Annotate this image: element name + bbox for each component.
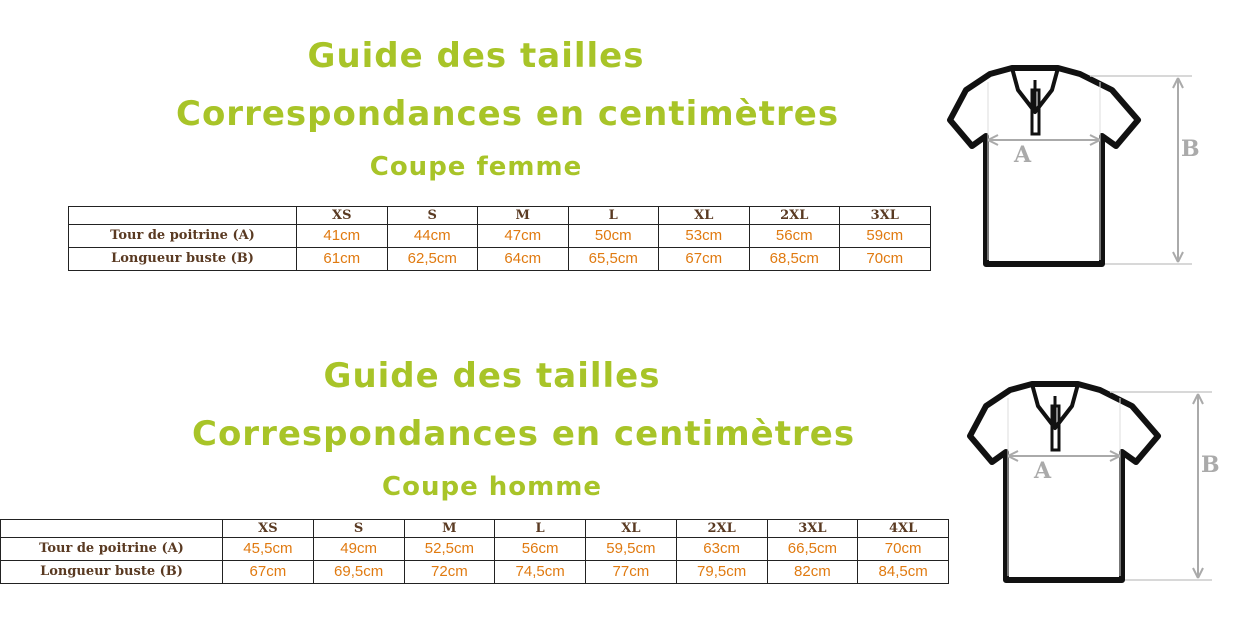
table-cell: 70cm	[840, 248, 931, 271]
table-cell: 41cm	[297, 225, 388, 248]
size-header: XL	[586, 520, 677, 538]
size-header: XS	[297, 207, 388, 225]
title-coupe-homme: Coupe homme	[382, 472, 602, 502]
table-cell: 50cm	[568, 225, 659, 248]
table-cell: 84,5cm	[858, 561, 949, 584]
table-cell: 74,5cm	[495, 561, 586, 584]
table-row	[69, 248, 931, 271]
table-cell: 65,5cm	[568, 248, 659, 271]
table-cell: 70cm	[858, 538, 949, 561]
table-cell: 68,5cm	[749, 248, 840, 271]
title-correspondances-homme: Correspondances en centimètres	[192, 414, 856, 454]
size-header: 3XL	[840, 207, 931, 225]
table-cell: 77cm	[586, 561, 677, 584]
size-header: L	[568, 207, 659, 225]
header-empty-cell	[1, 520, 223, 538]
table-cell: 61cm	[297, 248, 388, 271]
size-header: M	[404, 520, 495, 538]
title-guide-homme: Guide des tailles	[323, 356, 661, 396]
row-label: Tour de poitrine (A)	[69, 225, 297, 248]
table-row	[69, 225, 931, 248]
table-cell: 44cm	[387, 225, 478, 248]
table-cell: 69,5cm	[313, 561, 404, 584]
table-cell: 47cm	[478, 225, 569, 248]
table-cell: 62,5cm	[387, 248, 478, 271]
header-empty-cell	[69, 207, 297, 225]
size-header: 2XL	[749, 207, 840, 225]
table-cell: 59cm	[840, 225, 931, 248]
table-cell: 72cm	[404, 561, 495, 584]
table-cell: 66,5cm	[767, 538, 858, 561]
table-cell: 56cm	[495, 538, 586, 561]
size-table-femme	[68, 206, 931, 271]
polo-shirt-diagram-femme	[940, 60, 1210, 275]
table-cell: 82cm	[767, 561, 858, 584]
size-header: S	[387, 207, 478, 225]
table-row	[1, 561, 949, 584]
size-table-homme	[0, 519, 949, 584]
size-header: XS	[223, 520, 314, 538]
table-header-row	[1, 520, 949, 538]
title-coupe-femme: Coupe femme	[369, 152, 583, 182]
table-cell: 63cm	[676, 538, 767, 561]
table-cell: 79,5cm	[676, 561, 767, 584]
label-b: B	[1181, 136, 1200, 162]
table-cell: 56cm	[749, 225, 840, 248]
label-a: A	[1014, 142, 1032, 168]
size-header: S	[313, 520, 404, 538]
title-guide-femme: Guide des tailles	[307, 36, 645, 76]
size-header: 4XL	[858, 520, 949, 538]
label-b: B	[1201, 452, 1220, 478]
title-correspondances-femme: Correspondances en centimètres	[176, 94, 840, 134]
size-header: 3XL	[767, 520, 858, 538]
table-header-row	[69, 207, 931, 225]
size-header: L	[495, 520, 586, 538]
table-cell: 52,5cm	[404, 538, 495, 561]
polo-shirt-diagram-homme	[960, 376, 1230, 591]
row-label: Longueur buste (B)	[69, 248, 297, 271]
size-header: 2XL	[676, 520, 767, 538]
row-label: Tour de poitrine (A)	[1, 538, 223, 561]
size-header: XL	[659, 207, 750, 225]
table-cell: 67cm	[223, 561, 314, 584]
table-cell: 45,5cm	[223, 538, 314, 561]
table-cell: 59,5cm	[586, 538, 677, 561]
size-header: M	[478, 207, 569, 225]
table-cell: 49cm	[313, 538, 404, 561]
table-cell: 64cm	[478, 248, 569, 271]
table-cell: 53cm	[659, 225, 750, 248]
row-label: Longueur buste (B)	[1, 561, 223, 584]
table-row	[1, 538, 949, 561]
label-a: A	[1034, 458, 1052, 484]
table-cell: 67cm	[659, 248, 750, 271]
